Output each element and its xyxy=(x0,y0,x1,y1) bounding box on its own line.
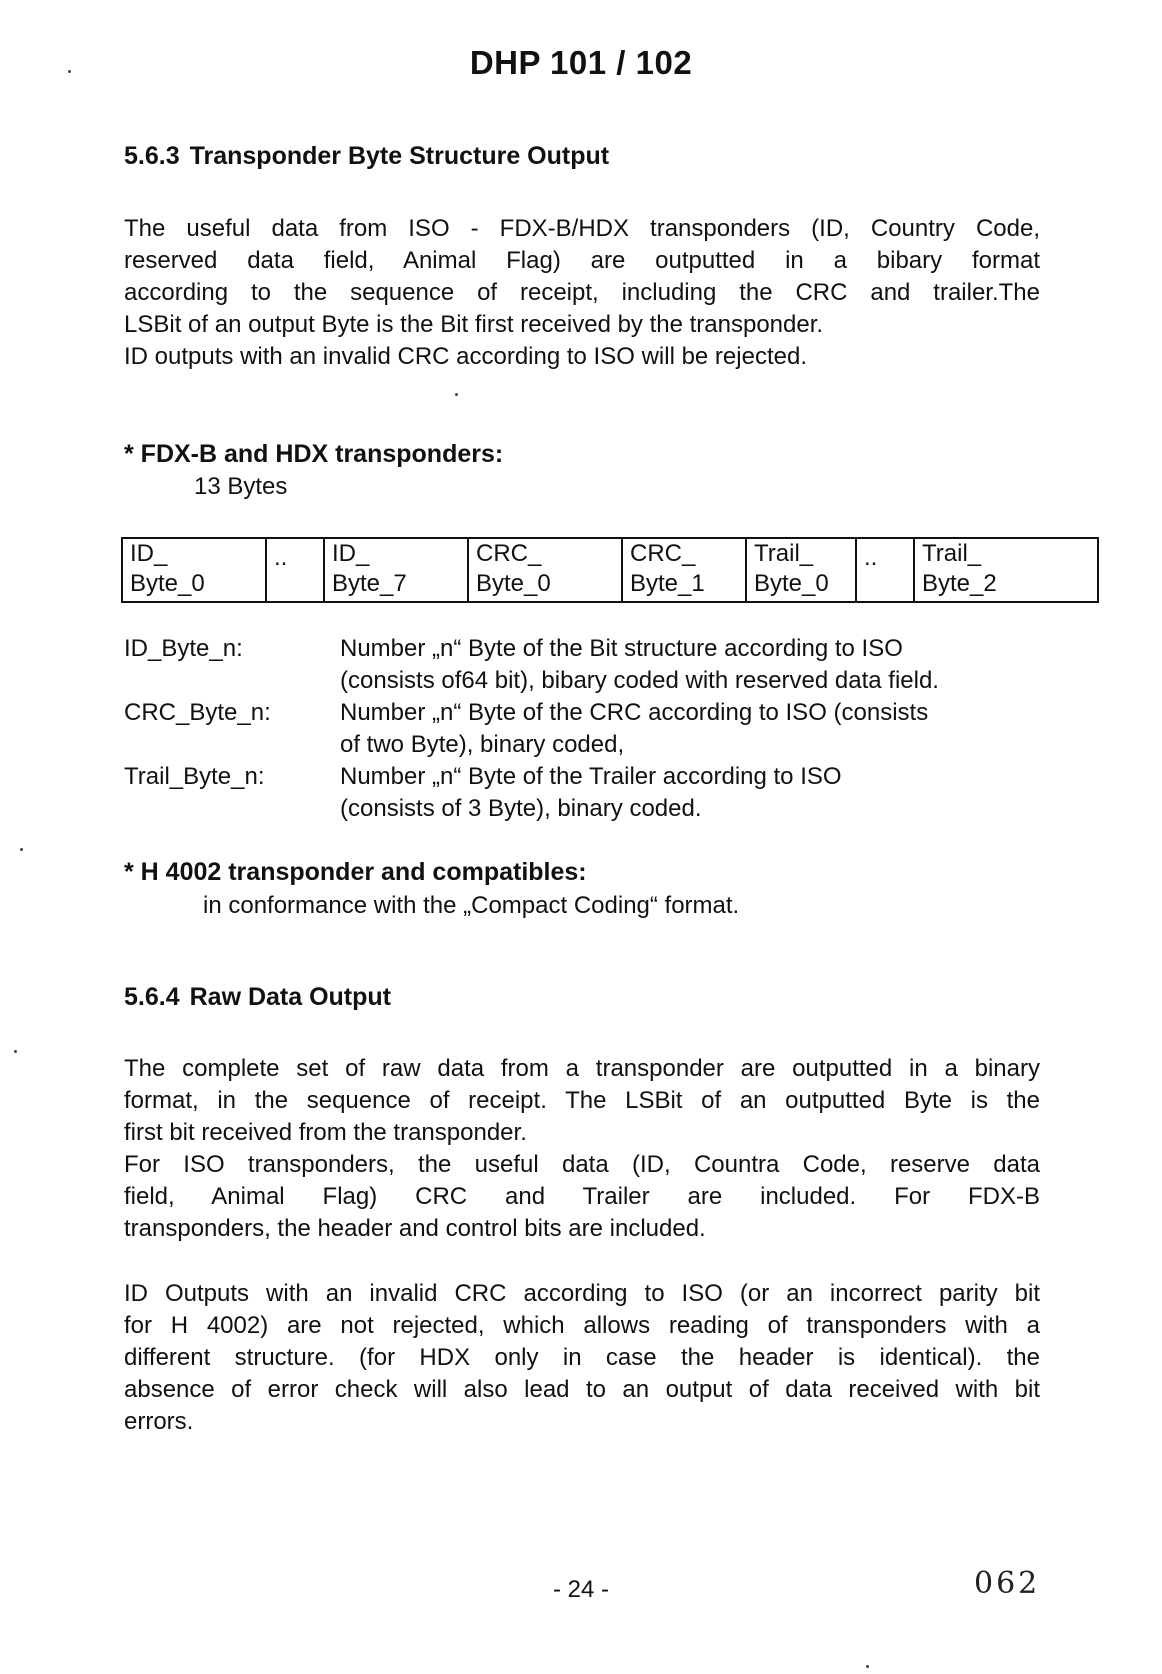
definition-description: Number „n“ Byte of the Bit structure according to ISO (consists of64 bit), bibary coded with reserved data field. xyxy=(340,635,939,694)
paragraph-line: first bit received from the transponder. xyxy=(124,1119,527,1146)
h4002-note: in conformance with the „Compact Coding“ format. xyxy=(203,892,740,919)
section-paragraph xyxy=(124,1053,1040,1245)
paragraph-line: ID outputs with an invalid CRC according to ISO will be rejected. xyxy=(124,343,807,370)
table-cell: CRC_ Byte_1 xyxy=(622,538,746,602)
section-number: 5.6.3 xyxy=(124,142,180,170)
section-heading-5-6-4 xyxy=(124,983,391,1012)
paragraph-line: format, in the sequence of receipt. The LSBit of an outputted Byte is the xyxy=(124,1087,1040,1114)
paragraph-line: ID Outputs with an invalid CRC according to ISO (or an incorrect parity bit xyxy=(124,1280,1040,1307)
scan-speck xyxy=(20,848,23,851)
definition-description: Number „n“ Byte of the Trailer according to ISO (consists of 3 Byte), binary coded. xyxy=(340,763,842,822)
fdx-hdx-heading: * FDX-B and HDX transponders: xyxy=(124,440,504,468)
paragraph-line: different structure. (for HDX only in case the header is identical). the xyxy=(124,1344,1040,1371)
scan-speck xyxy=(68,70,71,73)
paragraph-line: For ISO transponders, the useful data (ID, Countra Code, reserve data xyxy=(124,1151,1040,1178)
table-row xyxy=(122,538,1098,602)
definition-item xyxy=(124,697,1084,761)
scan-speck xyxy=(455,393,458,396)
paragraph-line: according to the sequence of receipt, including the CRC and trailer.The xyxy=(124,279,1040,306)
byte-structure-table xyxy=(121,537,1099,603)
h4002-heading: * H 4002 transponder and compatibles: xyxy=(124,858,587,886)
table-cell-ellipsis: .. xyxy=(856,538,914,602)
paragraph-line: absence of error check will also lead to an output of data received with bit xyxy=(124,1376,1040,1403)
definition-item xyxy=(124,633,1084,697)
section-title: Raw Data Output xyxy=(189,983,392,1011)
definition-item xyxy=(124,761,1084,825)
paragraph-line: LSBit of an output Byte is the Bit first received by the transponder. xyxy=(124,311,824,338)
scan-speck xyxy=(866,1665,869,1668)
paragraph-line: reserved data field, Animal Flag) are outputted in a bibary format xyxy=(124,247,1040,274)
paragraph-line: The useful data from ISO - FDX-B/HDX transponders (ID, Country Code, xyxy=(124,215,1040,242)
table-cell: Trail_ Byte_0 xyxy=(746,538,856,602)
section-number: 5.6.4 xyxy=(124,983,180,1011)
definition-term: CRC_Byte_n: xyxy=(124,699,271,726)
definition-description: Number „n“ Byte of the CRC according to ISO (consists of two Byte), binary coded, xyxy=(340,699,929,758)
section-paragraph xyxy=(124,1278,1040,1438)
section-paragraph xyxy=(124,213,1040,373)
page-stamp: 062 xyxy=(974,1566,1041,1601)
paragraph-line: The complete set of raw data from a transponder are outputted in a binary xyxy=(124,1055,1040,1082)
scan-speck xyxy=(14,1050,17,1053)
table-cell: Trail_ Byte_2 xyxy=(914,538,1098,602)
definition-list xyxy=(124,633,1084,825)
table-cell: CRC_ Byte_0 xyxy=(468,538,622,602)
table-cell-ellipsis: .. xyxy=(266,538,324,602)
table-cell: ID_ Byte_7 xyxy=(324,538,468,602)
section-title: Transponder Byte Structure Output xyxy=(189,142,610,170)
paragraph-line: errors. xyxy=(124,1408,194,1435)
section-heading-5-6-3 xyxy=(124,142,609,171)
paragraph-line: for H 4002) are not rejected, which allows reading of transponders with a xyxy=(124,1312,1040,1339)
document-title: DHP 101 / 102 xyxy=(469,44,693,81)
page-number: - 24 - xyxy=(552,1576,609,1603)
paragraph-line: transponders, the header and control bits are included. xyxy=(124,1215,706,1242)
definition-term: ID_Byte_n: xyxy=(124,635,243,662)
byte-count: 13 Bytes xyxy=(194,473,288,500)
definition-term: Trail_Byte_n: xyxy=(124,763,265,790)
table-cell: ID_ Byte_0 xyxy=(122,538,266,602)
paragraph-line: field, Animal Flag) CRC and Trailer are included. For FDX-B xyxy=(124,1183,1040,1210)
